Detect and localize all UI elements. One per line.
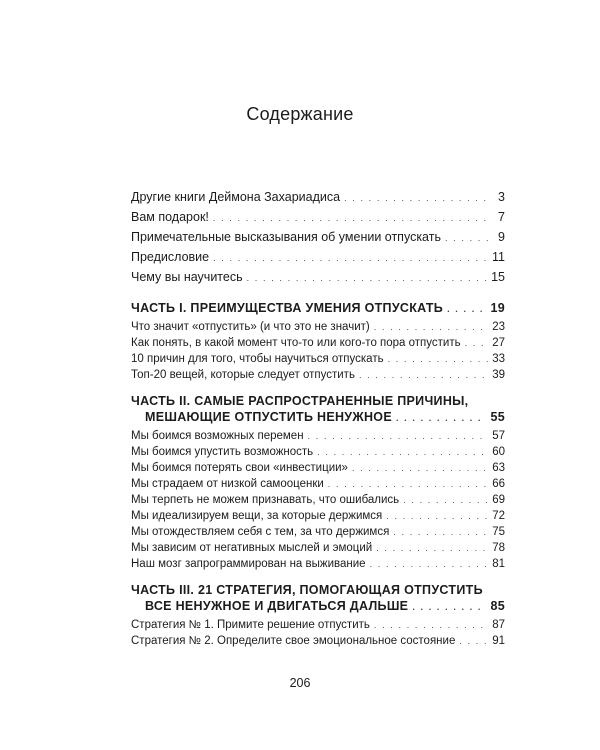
part-heading-label: ВСЕ НЕНУЖНОЕ И ДВИГАТЬСЯ ДАЛЬШЕ xyxy=(145,599,409,613)
leader-dots xyxy=(344,193,489,203)
toc-entry xyxy=(131,635,505,647)
toc-entry-page: 7 xyxy=(498,210,505,224)
toc-entry xyxy=(131,190,505,204)
toc-entry xyxy=(131,494,505,506)
toc-entry xyxy=(131,337,505,349)
toc-entry-label: Другие книги Деймона Захариадиса xyxy=(131,190,341,204)
leader-dots xyxy=(412,602,486,612)
leader-dots xyxy=(213,253,488,263)
toc-entry-page: 33 xyxy=(492,353,505,365)
toc-entry-page: 78 xyxy=(492,542,505,554)
toc-entry-page: 15 xyxy=(491,270,505,284)
toc-entry-label: Мы страдаем от низкой самооценки xyxy=(131,478,324,490)
toc-entry-label: Предисловие xyxy=(131,250,210,264)
toc-entry xyxy=(131,210,505,224)
toc-entry-label: Примечательные высказывания об умении отпускать xyxy=(131,230,441,244)
leader-dots xyxy=(388,354,489,364)
toc-entry-page: 81 xyxy=(492,558,505,570)
toc-entry-page: 27 xyxy=(492,337,505,349)
part-heading-line: ЧАСТЬ II. САМЫЕ РАСПРОСТРАНЕННЫЕ ПРИЧИНЫ, xyxy=(131,394,469,408)
leader-dots xyxy=(376,543,488,553)
leader-dots xyxy=(465,338,489,348)
toc-entry xyxy=(131,321,505,333)
toc-entry xyxy=(131,250,505,264)
toc-entry-label: Стратегия № 2. Определите свое эмоциональное состояние xyxy=(131,635,456,647)
toc-entry-label: Топ-20 вещей, которые следует отпустить xyxy=(131,369,355,381)
toc-entry xyxy=(131,542,505,554)
toc-entry-page: 91 xyxy=(492,635,505,647)
toc-entry xyxy=(131,446,505,458)
part-heading xyxy=(145,599,505,613)
toc-entry-label: Мы боимся возможных перемен xyxy=(131,430,304,442)
toc-entry-page: 87 xyxy=(492,619,505,631)
leader-dots xyxy=(370,559,489,569)
leader-dots xyxy=(447,304,486,314)
toc-title: Содержание xyxy=(246,104,354,124)
toc-entry-label: Мы боимся потерять свои «инвестиции» xyxy=(131,462,348,474)
toc-entry-label: Мы зависим от негативных мыслей и эмоций xyxy=(131,542,373,554)
toc-entry-page: 23 xyxy=(492,321,505,333)
toc-entry-label: Что значит «отпустить» (и что это не значит) xyxy=(131,321,370,333)
toc-entry-page: 39 xyxy=(492,369,505,381)
part-heading-page: 19 xyxy=(490,301,505,315)
toc-entry-page: 60 xyxy=(492,446,505,458)
leader-dots xyxy=(403,495,488,505)
leader-dots xyxy=(317,447,488,457)
toc-entry xyxy=(131,510,505,522)
toc-entry xyxy=(131,526,505,538)
toc-entry-label: Вам подарок! xyxy=(131,210,209,224)
toc-entry-page: 11 xyxy=(492,250,505,264)
toc-entry xyxy=(131,619,505,631)
leader-dots xyxy=(459,636,488,646)
toc-entry-label: Стратегия № 1. Примите решение отпустить xyxy=(131,619,370,631)
part-heading-label: ЧАСТЬ I. ПРЕИМУЩЕСТВА УМЕНИЯ ОТПУСКАТЬ xyxy=(131,301,444,315)
part-heading xyxy=(145,410,505,424)
leader-dots xyxy=(352,463,488,473)
toc-entry-page: 57 xyxy=(492,430,505,442)
toc-entry-page: 9 xyxy=(498,230,505,244)
toc-entry-page: 63 xyxy=(492,462,505,474)
toc-entry xyxy=(131,462,505,474)
toc-entry-page: 3 xyxy=(498,190,505,204)
toc-entry xyxy=(131,430,505,442)
leader-dots xyxy=(328,479,488,489)
toc-entry-page: 75 xyxy=(492,526,505,538)
toc-entry-label: Чему вы научитесь xyxy=(131,270,243,284)
leader-dots xyxy=(374,322,488,332)
leader-dots xyxy=(308,431,489,441)
part-heading-page: 55 xyxy=(490,410,505,424)
toc-entry-page: 66 xyxy=(492,478,505,490)
part-heading-label: МЕШАЮЩИЕ ОТПУСТИТЬ НЕНУЖНОЕ xyxy=(145,410,392,424)
toc-entry-page: 69 xyxy=(492,494,505,506)
toc-entry xyxy=(131,369,505,381)
toc-entry-label: Мы терпеть не можем признавать, что ошибались xyxy=(131,494,400,506)
page-number: 206 xyxy=(289,676,311,690)
toc-entry-label: Мы идеализируем вещи, за которые держимся xyxy=(131,510,383,522)
toc-entry-label: Как понять, в какой момент что-то или кого-то пора отпустить xyxy=(131,337,461,349)
leader-dots xyxy=(359,370,488,380)
leader-dots xyxy=(393,527,488,537)
toc-entry-label: Наш мозг запрограммирован на выживание xyxy=(131,558,366,570)
leader-dots xyxy=(374,620,488,630)
toc-entry xyxy=(131,353,505,365)
toc-entry xyxy=(131,230,505,244)
toc-entry-label: Мы боимся упустить возможность xyxy=(131,446,314,458)
leader-dots xyxy=(396,413,487,423)
toc-entry-label: 10 причин для того, чтобы научиться отпускать xyxy=(131,353,384,365)
toc-entry xyxy=(131,478,505,490)
toc-entry xyxy=(131,270,505,284)
leader-dots xyxy=(386,511,488,521)
leader-dots xyxy=(247,273,487,283)
part-heading-line: ЧАСТЬ III. 21 СТРАТЕГИЯ, ПОМОГАЮЩАЯ ОТПУСТИТЬ xyxy=(131,583,483,597)
part-heading xyxy=(131,301,505,315)
part-heading-page: 85 xyxy=(490,599,505,613)
toc-entry-page: 72 xyxy=(492,510,505,522)
toc-entry-label: Мы отождествляем себя с тем, за что держимся xyxy=(131,526,390,538)
leader-dots xyxy=(445,233,489,243)
toc-entry xyxy=(131,558,505,570)
leader-dots xyxy=(213,213,489,223)
